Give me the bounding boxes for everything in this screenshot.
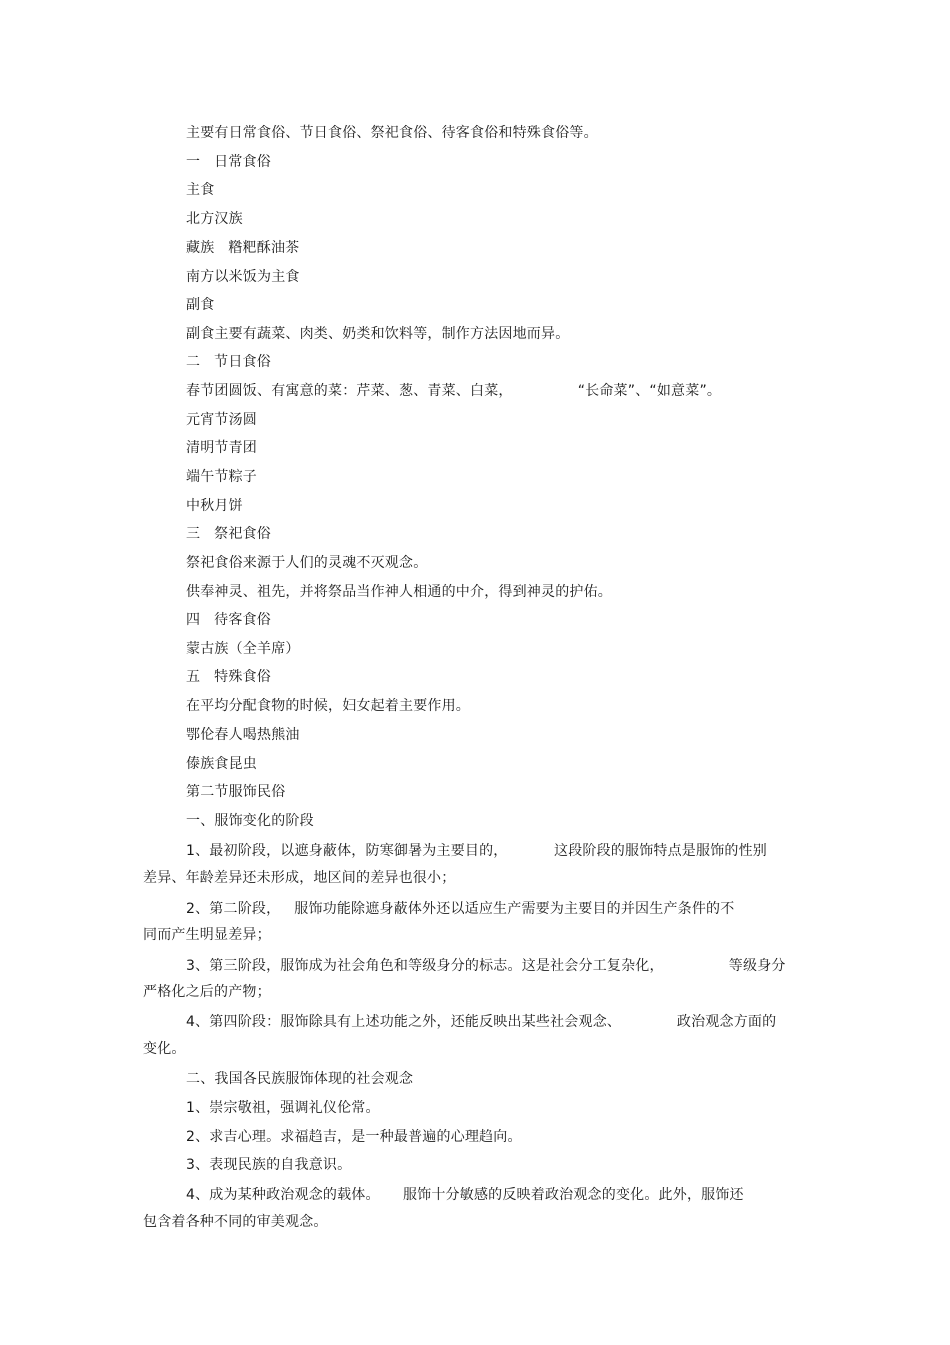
text-line: 3、表现民族的自我意识。 [186, 1157, 352, 1173]
text-line: 3、第三阶段，服饰成为社会角色和等级身分的标志。这是社会分工复杂化， 等级身分 [186, 958, 786, 974]
text-line: 蒙古族（全羊席） [186, 641, 300, 657]
text-line: 差异、年龄差异还未形成，地区间的差异也很小； [143, 870, 456, 886]
text-line: 副食主要有蔬菜、肉类、奶类和饮料等，制作方法因地而异。 [186, 326, 570, 342]
text-line: 清明节青团 [186, 440, 257, 456]
text-line: 4、成为某种政治观念的载体。 服饰十分敏感的反映着政治观念的变化。此外，服饰还 [186, 1187, 744, 1203]
text-line: 在平均分配食物的时候，妇女起着主要作用。 [186, 698, 470, 714]
text-line: 1、最初阶段，以遮身蔽体，防寒御暑为主要目的， 这段阶段的服饰特点是服饰的性别 [186, 843, 768, 859]
text-line: 藏族 糌粑酥油茶 [186, 240, 300, 256]
text-line: 同而产生明显差异； [143, 927, 271, 943]
text-line: 中秋月饼 [186, 498, 243, 514]
section-heading: 四 待客食俗 [186, 612, 271, 628]
text-line: 4、第四阶段：服饰除具有上述功能之外，还能反映出某些社会观念、 政治观念方面的 [186, 1014, 777, 1030]
text-line: 端午节粽子 [186, 469, 257, 485]
text-line: 春节团圆饭、有寓意的菜：芹菜、葱、青菜、白菜， “长命菜”、“如意菜”。 [186, 383, 722, 399]
text-line: 包含着各种不同的审美观念。 [143, 1214, 328, 1230]
text-line: 副食 [186, 297, 215, 313]
section-heading: 三 祭祀食俗 [186, 526, 271, 542]
text-line: 南方以米饭为主食 [186, 269, 300, 285]
text-line: 供奉神灵、祖先，并将祭品当作神人相通的中介，得到神灵的护佑。 [186, 584, 612, 600]
chapter-heading: 第二节服饰民俗 [186, 784, 286, 800]
text-line: 1、崇宗敬祖，强调礼仪伦常。 [186, 1100, 380, 1116]
text-line: 傣族食昆虫 [186, 756, 257, 772]
text-line: 鄂伦春人喝热熊油 [186, 727, 300, 743]
section-heading: 一 日常食俗 [186, 154, 271, 170]
text-line: 变化。 [143, 1041, 186, 1057]
section-heading: 五 特殊食俗 [186, 669, 271, 685]
section-heading: 一、服饰变化的阶段 [186, 813, 314, 829]
text-line: 2、求吉心理。求福趋吉，是一种最普遍的心理趋向。 [186, 1129, 522, 1145]
section-heading: 二 节日食俗 [186, 354, 271, 370]
text-line: 主食 [186, 182, 215, 198]
text-line: 严格化之后的产物； [143, 984, 271, 1000]
section-heading: 二、我国各民族服饰体现的社会观念 [186, 1071, 414, 1087]
text-line: 祭祀食俗来源于人们的灵魂不灭观念。 [186, 555, 428, 571]
text-line: 主要有日常食俗、节日食俗、祭祀食俗、待客食俗和特殊食俗等。 [186, 125, 598, 141]
text-line: 2、第二阶段， 服饰功能除遮身蔽体外还以适应生产需要为主要目的并因生产条件的不 [186, 901, 735, 917]
text-line: 北方汉族 [186, 211, 243, 227]
text-line: 元宵节汤圆 [186, 412, 257, 428]
